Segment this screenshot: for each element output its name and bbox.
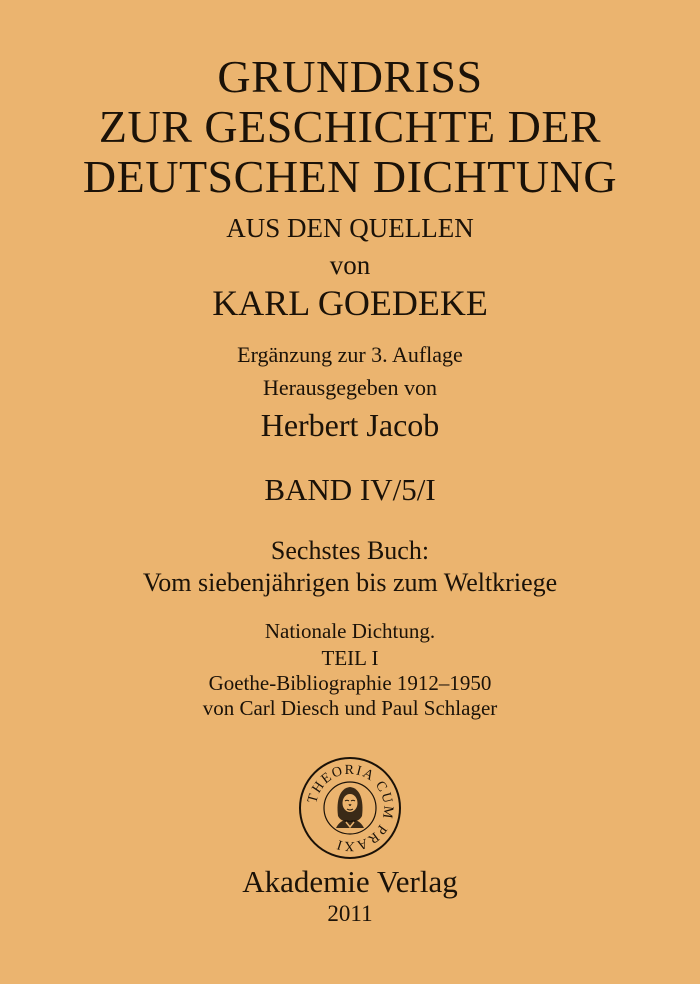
author-name: KARL GOEDEKE bbox=[212, 283, 488, 323]
title-line-1: GRUNDRISS bbox=[217, 51, 483, 102]
book-line-2: Vom siebenjährigen bis zum Weltkriege bbox=[142, 568, 558, 597]
subtitle: AUS DEN QUELLEN bbox=[226, 213, 474, 243]
edition-note: Ergänzung zur 3. Auflage bbox=[237, 342, 463, 367]
von-label: von bbox=[329, 250, 371, 280]
part-line-4: von Carl Diesch und Paul Schlager bbox=[202, 696, 498, 720]
volume-label: BAND IV/5/I bbox=[264, 472, 436, 507]
part-line-2: TEIL I bbox=[321, 646, 379, 670]
book-line-1: Sechstes Buch: bbox=[270, 536, 430, 565]
edited-by-label: Herausgegeben von bbox=[262, 375, 438, 400]
editor-name: Herbert Jacob bbox=[260, 407, 440, 443]
seal-motto: THEORIA CUM PRAXI bbox=[305, 762, 396, 854]
part-line-1: Nationale Dichtung. bbox=[264, 619, 436, 643]
title-line-3: DEUTSCHEN DICHTUNG bbox=[82, 151, 618, 202]
publisher-name: Akademie Verlag bbox=[242, 864, 458, 899]
title-line-2: ZUR GESCHICHTE DER bbox=[98, 101, 602, 152]
part-line-3: Goethe-Bibliographie 1912–1950 bbox=[208, 671, 492, 695]
publisher-seal-icon bbox=[298, 756, 402, 860]
publication-year: 2011 bbox=[327, 901, 373, 926]
